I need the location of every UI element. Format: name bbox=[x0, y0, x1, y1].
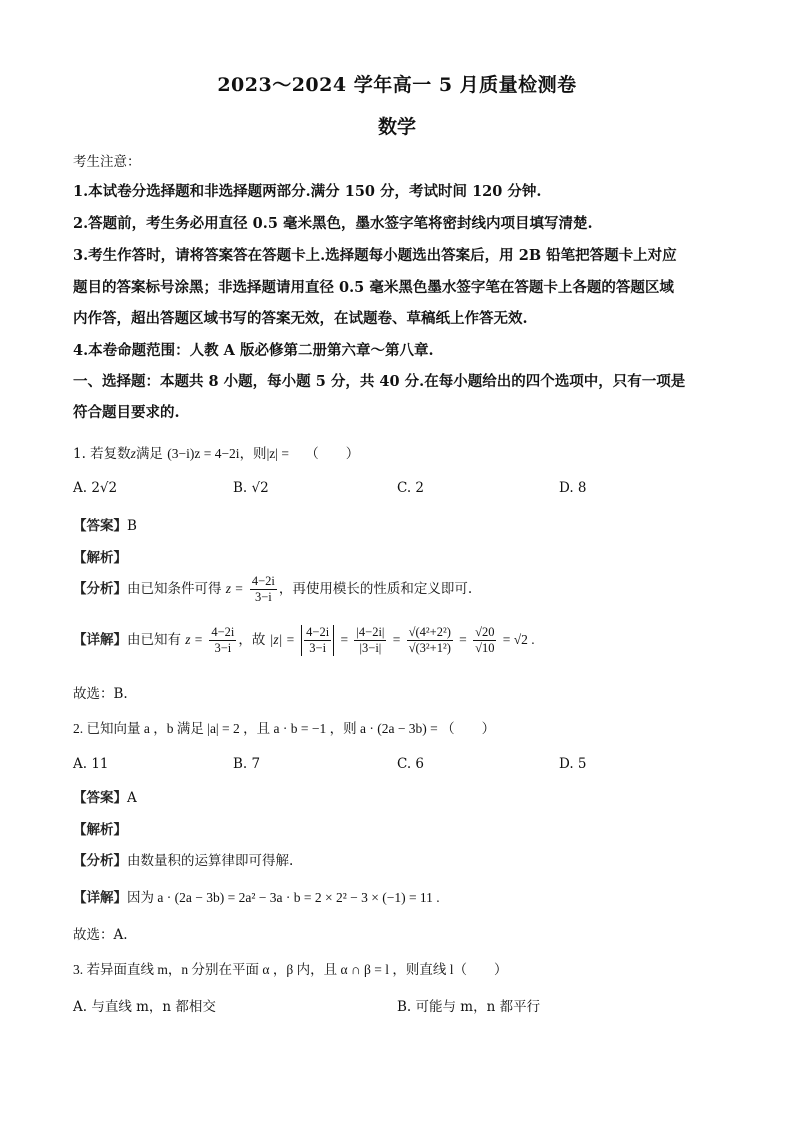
q1-option-c: C. 2 bbox=[397, 480, 425, 496]
q2-fenxi-line bbox=[73, 849, 293, 869]
notice-heading: 考生注意： bbox=[73, 154, 141, 170]
q1-equation: (3−i)z = 4−2i bbox=[167, 446, 240, 461]
q2-detail-line bbox=[73, 886, 440, 906]
exam-title: 2023～2024 学年高一 5 月质量检测卷 bbox=[217, 74, 577, 96]
q1-detail-den-1: 3−i bbox=[214, 641, 232, 655]
q2-fenxi-tag: 【分析】 bbox=[73, 853, 127, 869]
q1-detail-mid: ，故 bbox=[238, 632, 266, 648]
q1-analysis-label: 【解析】 bbox=[73, 550, 127, 566]
q1-detail-absz: |z| = bbox=[269, 632, 295, 647]
q1-detail-fraction-abs bbox=[301, 625, 334, 656]
q1-detail-z: z = bbox=[185, 632, 204, 647]
q1-detail-num-4: √20 bbox=[475, 625, 495, 639]
q2-analysis-tag bbox=[73, 818, 127, 838]
section-heading-line2: 符合题目要求的. bbox=[73, 404, 180, 421]
notice-item-2: 2.答题前，考生务必用直径 0.5 毫米黑色，墨水签字笔将密封线内项目填写清楚. bbox=[73, 215, 593, 232]
q2-option-a: A. 11 bbox=[73, 756, 109, 772]
notice-item-1: 1.本试卷分选择题和非选择题两部分.满分 150 分，考试时间 120 分钟. bbox=[73, 183, 542, 200]
q1-detail-fraction-4 bbox=[473, 625, 496, 656]
q1-detail-fraction-3 bbox=[407, 625, 453, 656]
q1-answer-tag: 【答案】 bbox=[73, 518, 127, 534]
q1-detail-fraction-2 bbox=[354, 625, 386, 656]
q1-var-z: z bbox=[130, 446, 136, 461]
q1-detail-num-abs: 4−2i bbox=[306, 625, 330, 639]
notice-item-3b: 题目的答案标号涂黑；非选择题请用直径 0.5 毫米黑色墨水签字笔在答题卡上各题的答题区域 bbox=[73, 279, 674, 296]
q1-paren: （ ） bbox=[305, 446, 360, 462]
q2-answer-tag: 【答案】 bbox=[73, 790, 127, 806]
q1-fenxi-fraction bbox=[250, 574, 277, 605]
q1-answer-line bbox=[73, 514, 137, 534]
q3-option-a: A. 与直线 m，n 都相交 bbox=[73, 999, 216, 1015]
q1-fenxi-post: ，再使用模长的性质和定义即可. bbox=[278, 581, 473, 597]
q1-detail-num-1: 4−2i bbox=[211, 625, 235, 639]
q1-option-a: A. 2√2 bbox=[73, 480, 118, 496]
q1-detail-den-abs: 3−i bbox=[309, 641, 327, 655]
q1-abs-z: |z| = bbox=[266, 446, 289, 461]
q1-detail-line: 【详解】由已知有 z = $\frac{4-2i}{3-i}$ ，故 |z| = $\frac{4-2i}{3-i}$ = $\frac{|4-2i|}{|3-i|}$ = $\frac{\text{√(4²+2²)}}{\text{√(3²+1²)}}$ = $\frac{√20}{√10}$ = √2 . bbox=[73, 625, 535, 655]
q1-fenxi-den: 3−i bbox=[254, 590, 272, 604]
section-heading-line1: 一、选择题：本题共 8 小题，每小题 5 分，共 40 分.在每小题给出的四个选项中，只有一项是 bbox=[73, 373, 686, 390]
q2-option-d: D. 5 bbox=[559, 756, 587, 772]
q1-fenxi-pre: 由已知条件可得 bbox=[127, 581, 222, 597]
q2-detail-text: 因为 a · (2a − 3b) = 2a² − 3a · b = 2 × 2² − 3 × (−1) = 11 . bbox=[127, 890, 440, 905]
q2-fenxi-text: 由数量积的运算律即可得解. bbox=[127, 853, 294, 869]
q1-detail-den-4: √10 bbox=[475, 641, 495, 655]
q1-mid: 满足 bbox=[135, 446, 163, 462]
q3-stem: 3. 若异面直线 m，n 分别在平面 α ，β 内，且 α ∩ β = l ，则直线 l（ ） bbox=[73, 962, 508, 977]
q1-fenxi-num: 4−2i bbox=[251, 574, 275, 588]
q1-tail: ，则 bbox=[239, 446, 267, 462]
q1-detail-fraction-1 bbox=[209, 625, 236, 656]
q3-option-b: B. 可能与 m，n 都平行 bbox=[397, 999, 541, 1015]
q1-detail-den-3: √(3²+1²) bbox=[408, 641, 451, 655]
q1-fenxi-z: z = bbox=[225, 581, 244, 596]
q2-answer-value: A bbox=[127, 790, 137, 806]
q1-choose: 故选：B. bbox=[73, 686, 128, 702]
q1-option-b: B. √2 bbox=[233, 480, 269, 496]
q1-detail-pre: 由已知有 bbox=[127, 632, 181, 648]
q2-choose: 故选：A. bbox=[73, 927, 128, 943]
q1-answer-value: B bbox=[127, 518, 137, 534]
q1-detail-den-2: |3−i| bbox=[359, 641, 382, 655]
q2-analysis-label: 【解析】 bbox=[73, 822, 127, 838]
q2-answer-line bbox=[73, 786, 137, 806]
q2-option-c: C. 6 bbox=[397, 756, 425, 772]
q1-fenxi-tag: 【分析】 bbox=[73, 581, 127, 597]
q2-detail-tag: 【详解】 bbox=[73, 890, 127, 906]
q1-prefix: 1. 若复数 bbox=[73, 446, 131, 462]
q1-stem bbox=[73, 442, 359, 462]
notice-item-3a: 3.考生作答时，请将答案答在答题卡上.选择题每小题选出答案后，用 2B 铅笔把答题卡上对应 bbox=[73, 247, 677, 264]
q1-detail-num-2: |4−2i| bbox=[356, 625, 385, 639]
q1-detail-num-3: √(4²+2²) bbox=[408, 625, 451, 639]
exam-subject: 数学 bbox=[377, 116, 416, 138]
q2-stem: 2. 已知向量 a ，b 满足 |a| = 2 ，且 a · b = −1 ，则 a · (2a − 3b) = （ ） bbox=[73, 721, 496, 736]
notice-item-3c: 内作答，超出答题区域书写的答案无效，在试题卷、草稿纸上作答无效. bbox=[73, 310, 528, 327]
q2-option-b: B. 7 bbox=[233, 756, 261, 772]
q1-analysis-tag bbox=[73, 546, 127, 566]
q1-detail-tag: 【详解】 bbox=[73, 632, 127, 648]
q1-detail-end: = √2 . bbox=[502, 632, 535, 647]
q1-option-d: D. 8 bbox=[559, 480, 587, 496]
q1-fenxi-line bbox=[73, 574, 472, 605]
notice-item-4: 4.本卷命题范围：人教 A 版必修第二册第六章～第八章. bbox=[73, 342, 434, 359]
